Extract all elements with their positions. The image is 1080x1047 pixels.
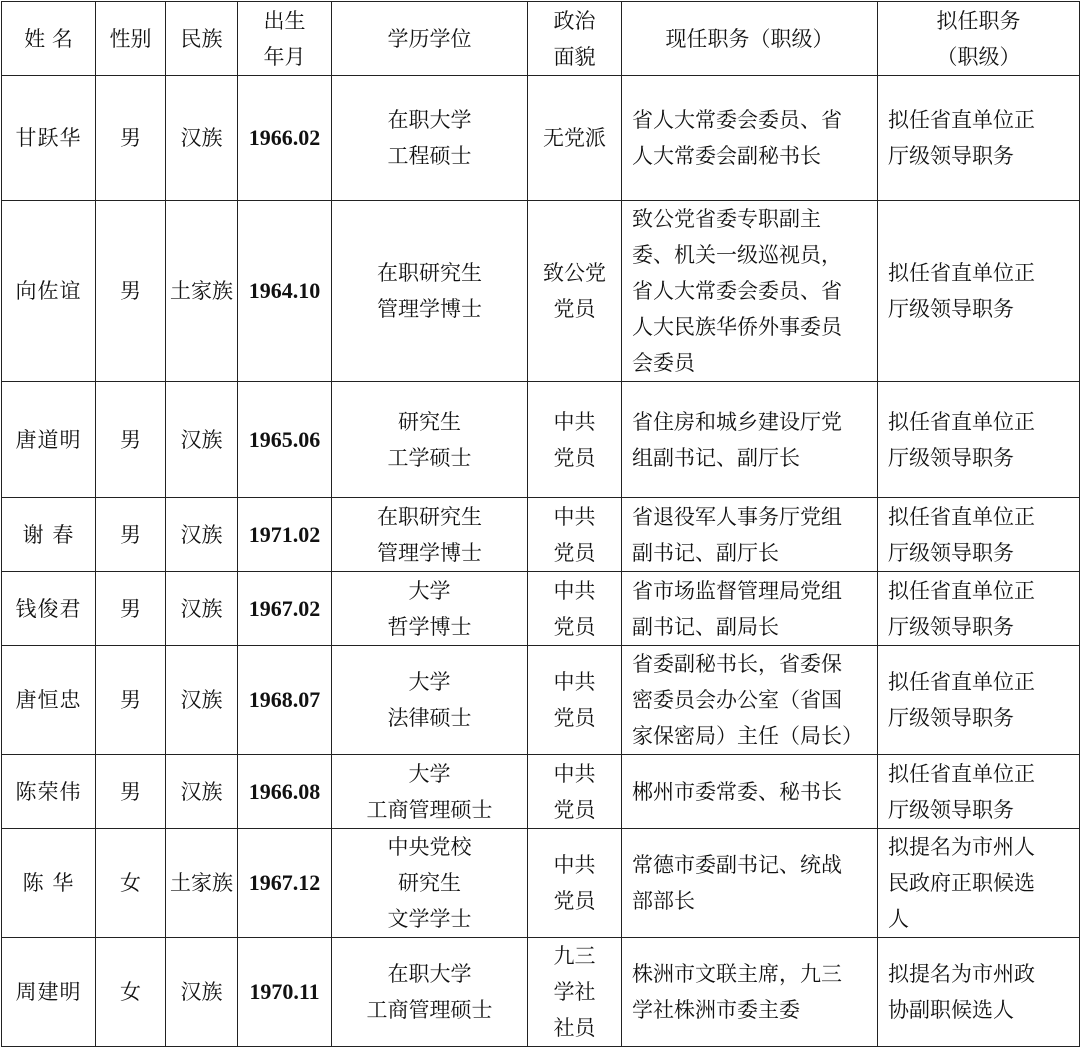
cell-gender: 男: [96, 382, 166, 498]
cell-gender: 男: [96, 755, 166, 829]
cell-birth: 1967.02: [238, 572, 332, 646]
header-education: 学历学位: [332, 2, 528, 76]
cell-name: 周建明: [2, 938, 96, 1047]
cell-ethnicity: 汉族: [166, 646, 238, 755]
cell-gender: 男: [96, 76, 166, 201]
cell-political: 致公党 党员: [528, 201, 622, 382]
header-ethnicity: 民族: [166, 2, 238, 76]
table-row: [2, 76, 1080, 201]
cell-current-duty: 常德市委副书记、统战 部部长: [622, 829, 878, 938]
cell-ethnicity: 汉族: [166, 572, 238, 646]
header-proposed-duty: 拟任职务 （职级）: [878, 2, 1080, 76]
table-row: [2, 498, 1080, 572]
cell-political: 中共 党员: [528, 829, 622, 938]
header-birth: 出生 年月: [238, 2, 332, 76]
cell-birth: 1964.10: [238, 201, 332, 382]
cell-birth: 1968.07: [238, 646, 332, 755]
cell-proposed-duty: 拟任省直单位正 厅级领导职务: [878, 646, 1080, 755]
cell-birth: 1971.02: [238, 498, 332, 572]
candidates-table: [1, 1, 1080, 1047]
cell-name: 陈荣伟: [2, 755, 96, 829]
table-row: [2, 755, 1080, 829]
table-row: [2, 829, 1080, 938]
cell-gender: 男: [96, 646, 166, 755]
header-current-duty: 现任职务（职级）: [622, 2, 878, 76]
cell-proposed-duty: 拟任省直单位正 厅级领导职务: [878, 201, 1080, 382]
cell-proposed-duty: 拟提名为市州政 协副职候选人: [878, 938, 1080, 1047]
cell-ethnicity: 土家族: [166, 829, 238, 938]
header-name: 姓 名: [2, 2, 96, 76]
cell-political: 中共 党员: [528, 498, 622, 572]
cell-ethnicity: 汉族: [166, 938, 238, 1047]
cell-political: 中共 党员: [528, 572, 622, 646]
header-gender: 性别: [96, 2, 166, 76]
cell-education: 中央党校 研究生 文学学士: [332, 829, 528, 938]
cell-name: 陈 华: [2, 829, 96, 938]
cell-ethnicity: 汉族: [166, 382, 238, 498]
cell-gender: 女: [96, 938, 166, 1047]
cell-proposed-duty: 拟提名为市州人 民政府正职候选 人: [878, 829, 1080, 938]
cell-current-duty: 省委副秘书长，省委保 密委员会办公室（省国 家保密局）主任（局长）: [622, 646, 878, 755]
cell-gender: 男: [96, 498, 166, 572]
cell-political: 中共 党员: [528, 382, 622, 498]
cell-current-duty: 省住房和城乡建设厅党 组副书记、副厅长: [622, 382, 878, 498]
cell-proposed-duty: 拟任省直单位正 厅级领导职务: [878, 382, 1080, 498]
table-row: [2, 382, 1080, 498]
cell-current-duty: 株洲市文联主席，九三 学社株洲市委主委: [622, 938, 878, 1047]
cell-ethnicity: 汉族: [166, 498, 238, 572]
cell-name: 谢 春: [2, 498, 96, 572]
header-row: [2, 2, 1080, 76]
cell-birth: 1967.12: [238, 829, 332, 938]
cell-education: 大学 工商管理硕士: [332, 755, 528, 829]
cell-name: 钱俊君: [2, 572, 96, 646]
cell-current-duty: 省市场监督管理局党组 副书记、副局长: [622, 572, 878, 646]
cell-birth: 1965.06: [238, 382, 332, 498]
cell-ethnicity: 汉族: [166, 755, 238, 829]
cell-proposed-duty: 拟任省直单位正 厅级领导职务: [878, 572, 1080, 646]
table-row: [2, 646, 1080, 755]
cell-proposed-duty: 拟任省直单位正 厅级领导职务: [878, 498, 1080, 572]
cell-gender: 女: [96, 829, 166, 938]
cell-birth: 1966.02: [238, 76, 332, 201]
cell-gender: 男: [96, 572, 166, 646]
cell-current-duty: 致公党省委专职副主 委、机关一级巡视员， 省人大常委会委员、省 人大民族华侨外事委员 会委员: [622, 201, 878, 382]
cell-education: 在职研究生 管理学博士: [332, 498, 528, 572]
cell-name: 向佐谊: [2, 201, 96, 382]
cell-education: 在职大学 工商管理硕士: [332, 938, 528, 1047]
cell-ethnicity: 土家族: [166, 201, 238, 382]
cell-political: 无党派: [528, 76, 622, 201]
cell-political: 九三 学社 社员: [528, 938, 622, 1047]
header-political: 政治 面貌: [528, 2, 622, 76]
cell-name: 唐道明: [2, 382, 96, 498]
cell-current-duty: 郴州市委常委、秘书长: [622, 755, 878, 829]
cell-gender: 男: [96, 201, 166, 382]
cell-ethnicity: 汉族: [166, 76, 238, 201]
cell-education: 研究生 工学硕士: [332, 382, 528, 498]
cell-political: 中共 党员: [528, 646, 622, 755]
table-row: [2, 201, 1080, 382]
cell-education: 大学 哲学博士: [332, 572, 528, 646]
cell-education: 在职研究生 管理学博士: [332, 201, 528, 382]
cell-education: 在职大学 工程硕士: [332, 76, 528, 201]
cell-political: 中共 党员: [528, 755, 622, 829]
cell-name: 唐恒忠: [2, 646, 96, 755]
cell-education: 大学 法律硕士: [332, 646, 528, 755]
table-row: [2, 938, 1080, 1047]
table-row: [2, 572, 1080, 646]
cell-current-duty: 省人大常委会委员、省 人大常委会副秘书长: [622, 76, 878, 201]
cell-current-duty: 省退役军人事务厅党组 副书记、副厅长: [622, 498, 878, 572]
cell-proposed-duty: 拟任省直单位正 厅级领导职务: [878, 755, 1080, 829]
cell-birth: 1966.08: [238, 755, 332, 829]
cell-birth: 1970.11: [238, 938, 332, 1047]
cell-proposed-duty: 拟任省直单位正 厅级领导职务: [878, 76, 1080, 201]
table-body: [2, 76, 1080, 1047]
cell-name: 甘跃华: [2, 76, 96, 201]
